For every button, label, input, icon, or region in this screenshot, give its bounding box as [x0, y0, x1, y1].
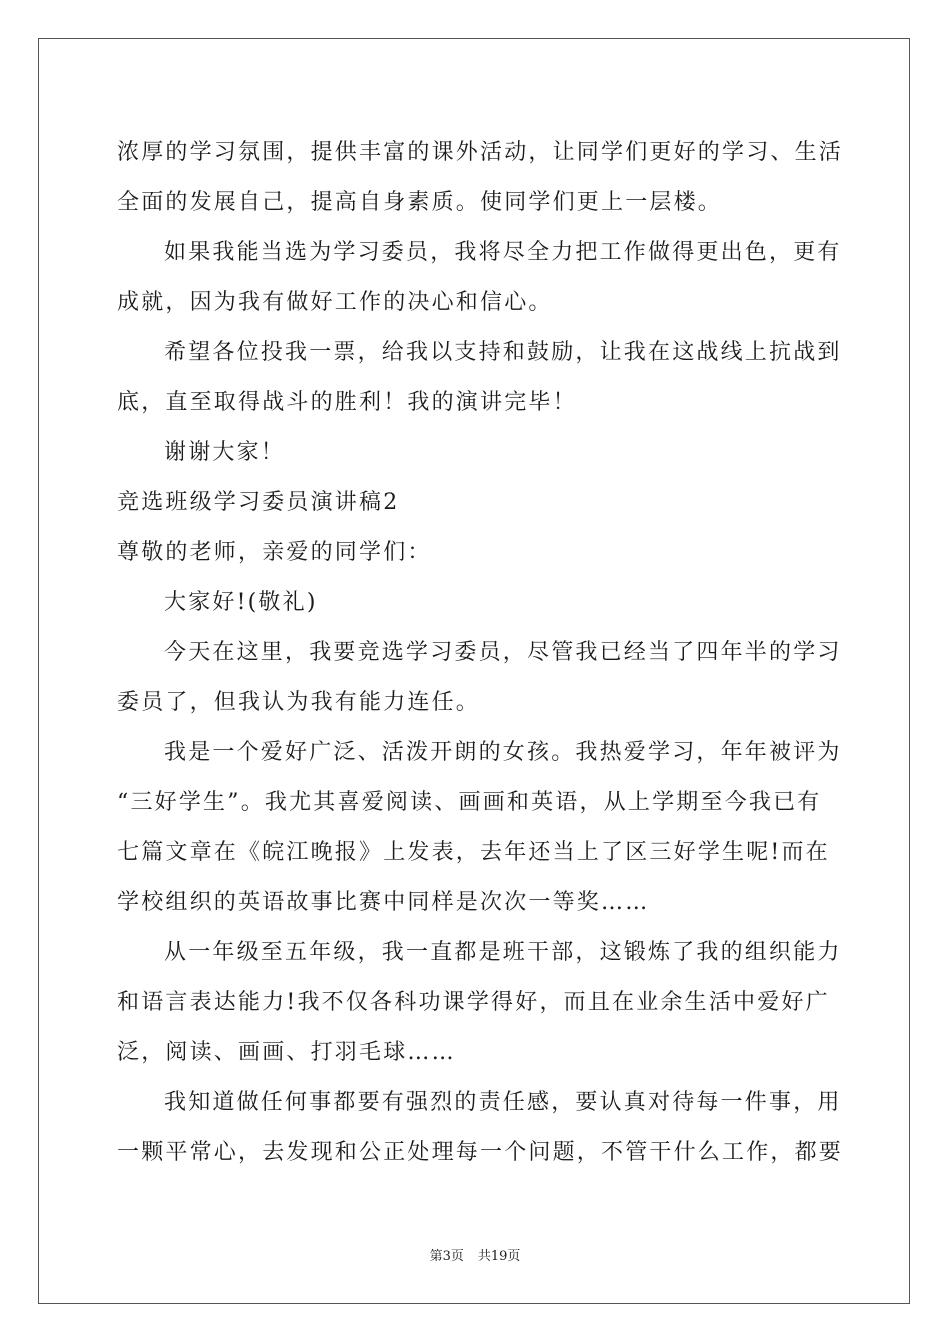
text-line-2: 全面的发展自己，提高自身素质。使同学们更上一层楼。 — [117, 190, 723, 215]
text-line-21: 一颗平常心，去发现和公正处理每一个问题，不管干什么工作，都要 — [117, 1140, 844, 1165]
text-line-18: 和语言表达能力!我不仅各科功课学得好，而且在业余生活中爱好广 — [117, 990, 830, 1015]
page-footer — [0, 1248, 950, 1266]
text-line-7: 谢谢大家！ — [164, 440, 286, 465]
page-total: 共19页 — [477, 1249, 521, 1264]
text-line-14: “三好学生”。我尤其喜爱阅读、画画和英语，从上学期至今我已有 — [117, 790, 822, 815]
text-line-17: 从一年级至五年级，我一直都是班干部，这锻炼了我的组织能力 — [164, 940, 842, 965]
text-line-1: 浓厚的学习氛围，提供丰富的课外活动，让同学们更好的学习、生活 — [117, 140, 844, 165]
text-line-13: 我是一个爱好广泛、活泼开朗的女孩。我热爱学习，年年被评为 — [164, 740, 842, 765]
section-heading: 竞选班级学习委员演讲稿2 — [117, 490, 400, 515]
text-line-10: 大家好!(敬礼) — [164, 590, 318, 615]
salutation: 尊敬的老师，亲爱的同学们： — [117, 540, 432, 565]
text-line-20: 我知道做任何事都要有强烈的责任感，要认真对待每一件事，用 — [164, 1090, 842, 1115]
page-number: 第3页 — [429, 1249, 464, 1264]
text-line-15: 七篇文章在《皖江晚报》上发表，去年还当上了区三好学生呢!而在 — [117, 840, 830, 865]
text-line-5: 希望各位投我一票，给我以支持和鼓励，让我在这战线上抗战到 — [164, 340, 842, 365]
text-line-6: 底，直至取得战斗的胜利！我的演讲完毕！ — [117, 390, 577, 415]
text-line-16: 学校组织的英语故事比赛中同样是次次一等奖…… — [117, 890, 650, 915]
text-line-3: 如果我能当选为学习委员，我将尽全力把工作做得更出色，更有 — [164, 240, 842, 265]
document-body — [117, 128, 844, 1178]
text-line-19: 泛，阅读、画画、打羽毛球…… — [117, 1040, 456, 1065]
text-line-12: 委员了，但我认为我有能力连任。 — [117, 690, 481, 715]
text-line-11: 今天在这里，我要竞选学习委员，尽管我已经当了四年半的学习 — [164, 640, 842, 665]
text-line-4: 成就，因为我有做好工作的决心和信心。 — [117, 290, 553, 315]
